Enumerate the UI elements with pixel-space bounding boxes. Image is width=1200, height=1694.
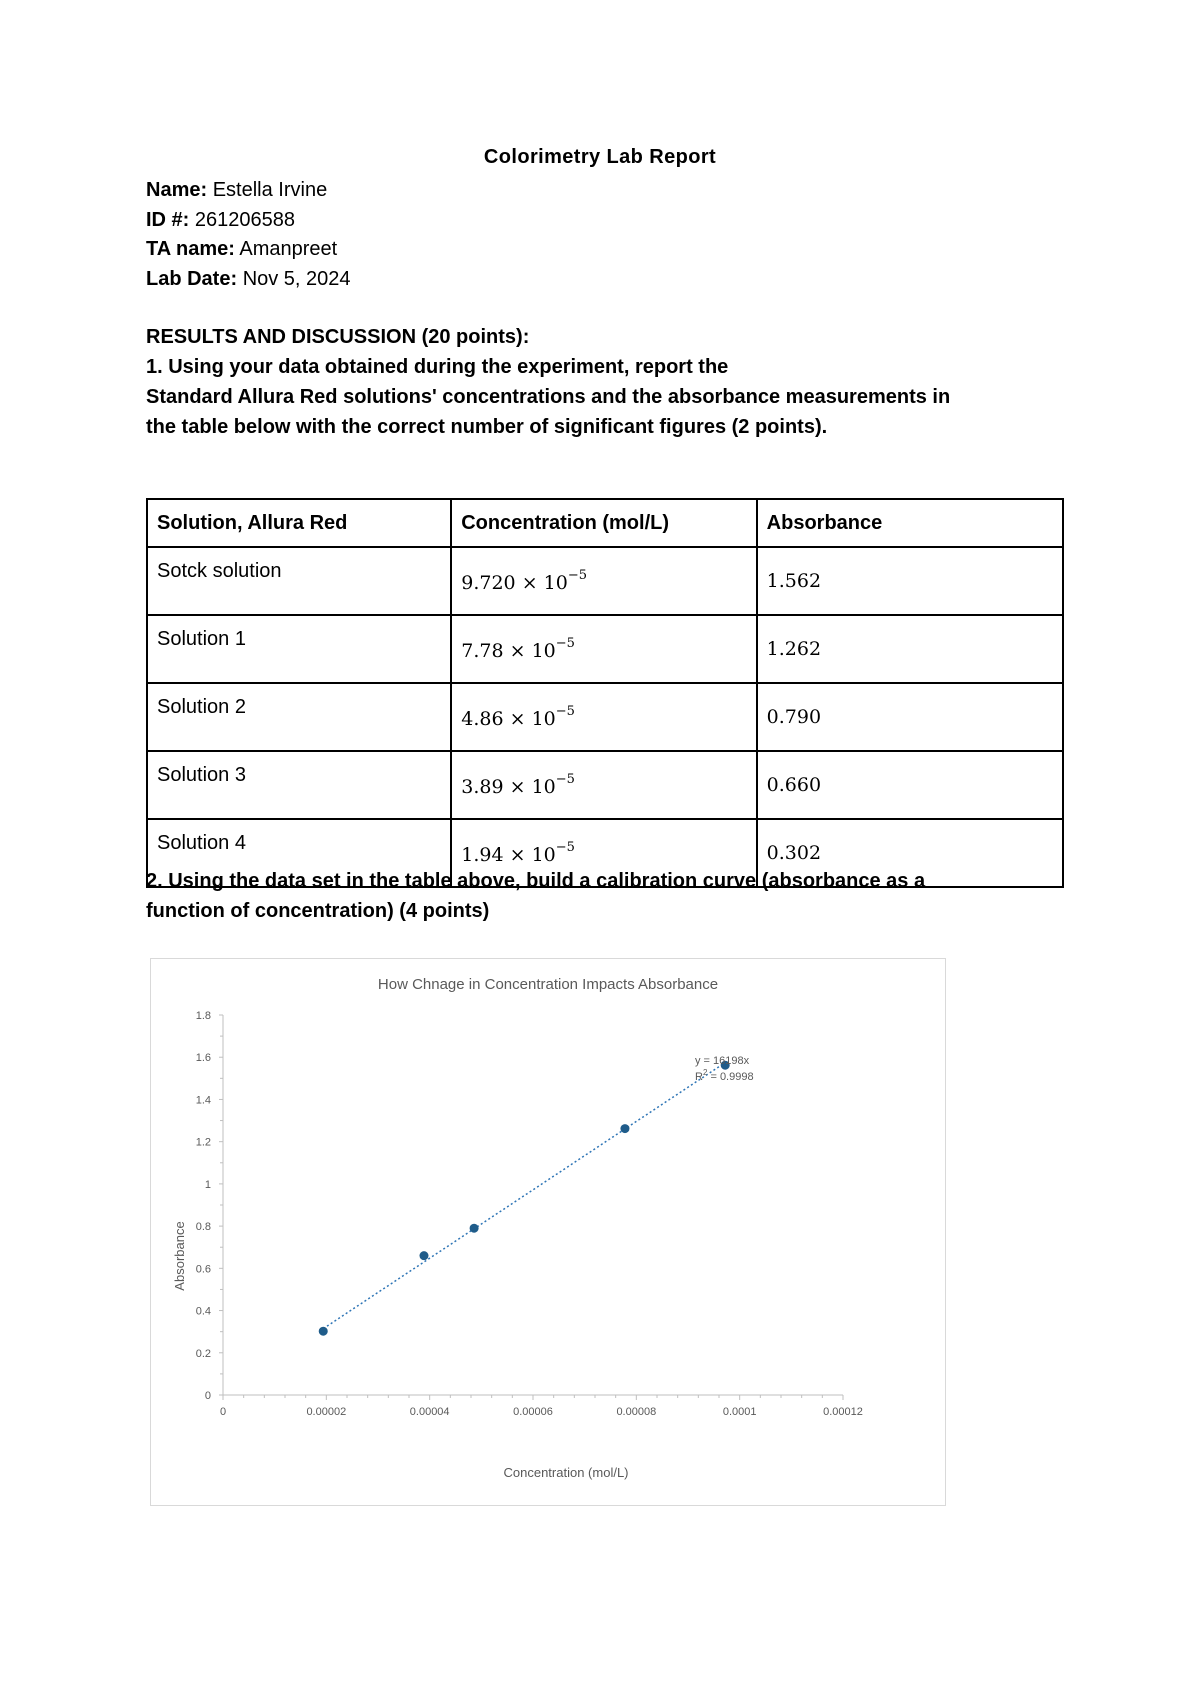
table-row — [147, 615, 1063, 683]
chart-svg — [151, 959, 945, 1505]
table-row — [147, 683, 1063, 751]
name-value: Estella Irvine — [212, 179, 328, 201]
y-axis-label: Absorbance — [172, 1221, 187, 1291]
name-label: Name: — [146, 179, 208, 201]
absorbance-cell: 1.262 — [757, 615, 1063, 683]
date-label: Lab Date: — [146, 267, 238, 290]
question-2-line-2: function of concentration) (4 points) — [146, 900, 490, 922]
calibration-chart — [150, 958, 946, 1506]
x-tick-label: 0.00008 — [616, 1406, 657, 1418]
trendline — [323, 1063, 725, 1329]
absorbance-cell: 0.660 — [757, 751, 1063, 819]
x-axis-label: Concentration (mol/L) — [503, 1465, 629, 1480]
question-1-line-1: 1. Using your data obtained during the experiment, report the — [146, 356, 729, 378]
y-tick-label: 1.4 — [195, 1094, 211, 1107]
absorbance-cell: 0.790 — [757, 683, 1063, 751]
question-2-line-1: 2. Using the data set in the table above, build a calibration curve (absorbance as a — [146, 870, 926, 892]
data-table — [146, 498, 1064, 888]
date-line — [146, 265, 351, 295]
id-value: 261206588 — [194, 208, 296, 231]
date-value: Nov 5, 2024 — [242, 267, 351, 290]
table-row — [147, 751, 1063, 819]
y-tick-label: 0.4 — [195, 1305, 211, 1318]
id-line — [146, 206, 351, 236]
solution-name: Solution 4 — [147, 819, 451, 887]
question-1-line-3: the table below with the correct number of significant figures (2 points). — [146, 416, 828, 438]
data-point — [319, 1327, 328, 1336]
solution-name: Solution 1 — [147, 615, 451, 683]
table-header-row — [147, 499, 1063, 547]
x-tick-label: 0.00012 — [823, 1406, 863, 1418]
x-tick-label: 0 — [219, 1406, 227, 1418]
data-point — [470, 1224, 479, 1233]
y-tick-label: 0.8 — [195, 1221, 211, 1234]
absorbance-cell: 0.302 — [757, 819, 1063, 887]
y-tick-label: 1.8 — [195, 1010, 211, 1022]
y-tick-label: 1.6 — [195, 1052, 211, 1065]
x-tick-label: 0.0001 — [722, 1406, 757, 1418]
header-absorbance: Absorbance — [757, 499, 1063, 547]
concentration-cell: $4.86 \times 10^{-5}$ — [451, 683, 756, 751]
concentration-cell: $7.78 \times 10^{-5}$ — [451, 615, 756, 683]
page-title: Colorimetry Lab Report — [483, 146, 717, 168]
header-solution: Solution, Allura Red — [147, 499, 451, 547]
data-point — [620, 1124, 629, 1133]
concentration-cell: $3.89 \times 10^{-5}$ — [451, 751, 756, 819]
table-row — [147, 547, 1063, 615]
concentration-cell: $9.720 \times 10^{-5}$ — [451, 547, 756, 615]
ta-label: TA name: — [146, 238, 235, 260]
absorbance-cell: 1.562 — [757, 547, 1063, 615]
ta-line — [146, 235, 351, 265]
ta-value: Amanpreet — [239, 238, 338, 260]
student-info — [146, 176, 351, 294]
question-2 — [146, 866, 1076, 926]
solution-name: Solution 3 — [147, 751, 451, 819]
y-tick-label: 1 — [204, 1178, 211, 1191]
results-section — [146, 322, 1076, 442]
x-tick-label: 0.00002 — [306, 1406, 347, 1418]
solution-name: Sotck solution — [147, 547, 451, 615]
trendline-equation: y = 16198x — [695, 1055, 750, 1067]
x-tick-label: 0.00006 — [513, 1406, 553, 1418]
id-label: ID #: — [146, 208, 190, 231]
x-tick-label: 0.00004 — [409, 1406, 450, 1418]
question-1-line-2: Standard Allura Red solutions' concentrations and the absorbance measurements in — [146, 386, 951, 408]
concentration-cell: $1.94 \times 10^{-5}$ — [451, 819, 756, 887]
y-tick-label: 0.6 — [195, 1263, 211, 1276]
name-line — [146, 176, 351, 206]
y-tick-label: 0 — [204, 1390, 211, 1402]
section-heading: RESULTS AND DISCUSSION (20 points): — [146, 326, 530, 348]
y-tick-label: 0.2 — [195, 1347, 211, 1360]
trendline-r-squared: $R^2 = 0.9998$ — [695, 1068, 754, 1083]
solution-name: Solution 2 — [147, 683, 451, 751]
data-point — [419, 1251, 428, 1260]
chart-title: How Chnage in Concentration Impacts Absorbance — [377, 976, 719, 993]
header-concentration: Concentration (mol/L) — [451, 499, 756, 547]
y-tick-label: 1.2 — [195, 1136, 211, 1149]
